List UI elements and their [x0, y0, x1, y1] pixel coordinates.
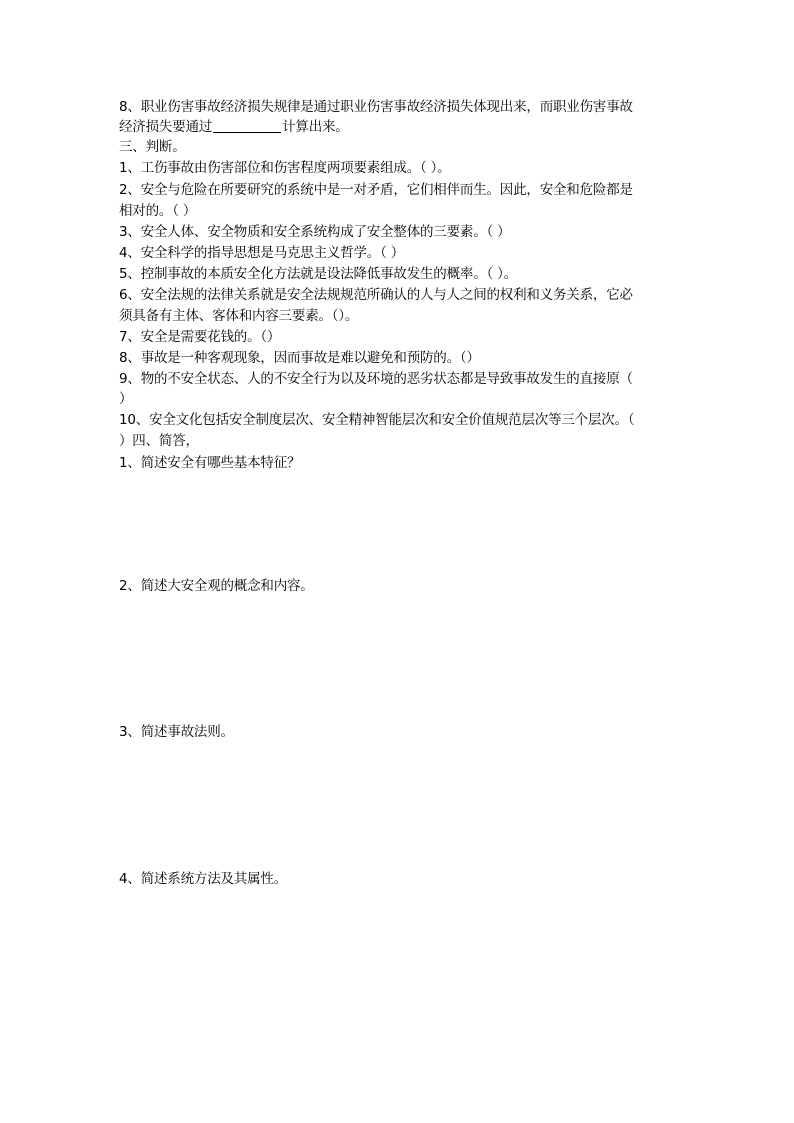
short-answer-question-3: 3、简述事故法则。	[119, 724, 234, 740]
fill-in-question-8-line-1: 8、职业伤害事故经济损失规律是通过职业伤害事故经济损失体现出来，而职业伤害事故	[119, 99, 633, 115]
judge-item-1: 1、工伤事故由伤害部位和伤害程度两项要素组成。（ ）。	[119, 160, 451, 176]
judge-item-9-line-2: ）	[119, 391, 133, 407]
judge-item-8: 8、事故是一种客观现象，因而事故是难以避免和预防的。（）	[119, 350, 480, 366]
short-answer-question-1: 1、简述安全有哪些基本特征？	[119, 455, 301, 471]
judge-item-3: 3、安全人体、安全物质和安全系统构成了安全整体的三要素。（ ）	[119, 224, 511, 240]
section-heading-judge: 三、判断。	[119, 139, 186, 155]
judge-item-2-line-1: 2、安全与危险在所要研究的系统中是一对矛盾，它们相伴而生。因此，安全和危险都是	[119, 182, 633, 198]
judge-item-6-line-2: 须具备有主体、客体和内容三要素。（）。	[119, 308, 359, 324]
judge-item-4: 4、安全科学的指导思想是马克思主义哲学。（ ）	[119, 245, 405, 261]
judge-item-10-line-1: 10、安全文化包括安全制度层次、安全精神智能层次和安全价值规范层次等三个层次。（	[119, 412, 635, 428]
judge-item-2-line-2: 相对的。（ ）	[119, 203, 197, 219]
judge-item-10-line-2: ）四、简答，	[119, 433, 199, 449]
judge-item-9-line-1: 9、物的不安全状态、人的不安全行为以及环境的恶劣状态都是导致事故发生的直接原（	[119, 371, 633, 387]
fill-in-text-after-blank: 计算出来。	[282, 119, 349, 135]
answer-blank	[213, 118, 281, 133]
fill-in-question-8-line-2	[119, 117, 679, 137]
fill-in-text-before-blank: 经济损失要通过	[119, 119, 213, 135]
judge-item-5: 5、控制事故的本质安全化方法就是设法降低事故发生的概率。（ ）。	[119, 266, 517, 282]
judge-item-7: 7、安全是需要花钱的。（）	[119, 329, 281, 345]
short-answer-question-2: 2、简述大安全观的概念和内容。	[119, 578, 314, 594]
judge-item-6-line-1: 6、安全法规的法律关系就是安全法规规范所确认的人与人之间的权利和义务关系，它必	[119, 287, 633, 303]
short-answer-question-4: 4、简述系统方法及其属性。	[119, 871, 287, 887]
